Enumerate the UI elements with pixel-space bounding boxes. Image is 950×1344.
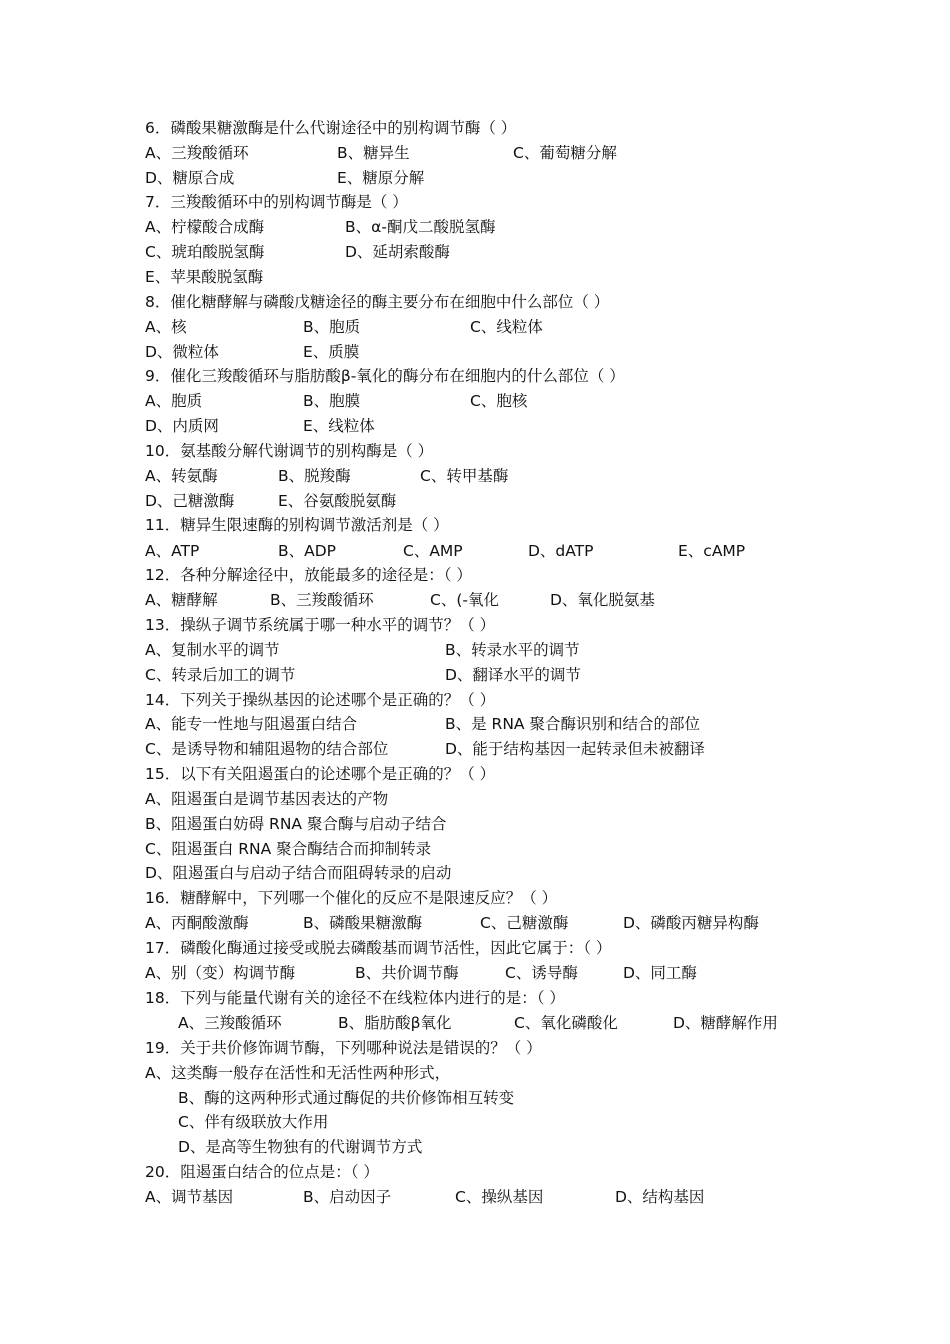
option-a: A、核 (145, 318, 187, 336)
option-b: B、共价调节酶 (355, 964, 459, 982)
option-e: E、线粒体 (303, 417, 375, 435)
option-d: D、微粒体 (145, 343, 219, 361)
option-c: C、转录后加工的调节 (145, 666, 296, 684)
option-c: C、胞核 (470, 392, 528, 410)
option-a: A、糖酵解 (145, 591, 218, 609)
option-c: C、葡萄糖分解 (513, 144, 617, 162)
option-d: D、翻译水平的调节 (445, 666, 581, 684)
option-d: D、己糖激酶 (145, 492, 235, 510)
option-a: A、三羧酸循环 (178, 1014, 282, 1032)
option-d: D、糖酵解作用 (673, 1014, 778, 1032)
option-c: C、转甲基酶 (420, 467, 509, 485)
option-c: C、是诱导物和辅阻遏物的结合部位 (145, 740, 389, 758)
option-a: A、别（变）构调节酶 (145, 964, 296, 982)
option-b: B、α-酮戊二酸脱氢酶 (345, 218, 496, 236)
option-c: C、诱导酶 (505, 964, 578, 982)
option-b: B、脱羧酶 (278, 467, 351, 485)
option-a: A、调节基因 (145, 1188, 234, 1206)
option-a: A、丙酮酸激酶 (145, 914, 249, 932)
option-d: D、dATP (528, 542, 594, 560)
option-c: C、线粒体 (470, 318, 543, 336)
option-e: E、质膜 (303, 343, 360, 361)
option-c: C、氧化磷酸化 (514, 1014, 618, 1032)
option-d: D、同工酶 (623, 964, 697, 982)
option-c: C、己糖激酶 (480, 914, 569, 932)
option-d: D、磷酸丙糖异构酶 (623, 914, 759, 932)
option-c: C、AMP (403, 542, 463, 560)
option-a: A、柠檬酸合成酶 (145, 218, 265, 236)
option-d: D、糖原合成 (145, 169, 235, 187)
option-d: D、氧化脱氨基 (550, 591, 655, 609)
option-a: A、复制水平的调节 (145, 641, 280, 659)
option-e: E、cAMP (678, 542, 746, 560)
option-b: B、磷酸果糖激酶 (303, 914, 423, 932)
option-a: A、ATP (145, 542, 200, 560)
option-e: E、苹果酸脱氢酶 (145, 268, 264, 286)
document-page: 6．磷酸果糖激酶是什么代谢途径中的别构调节酶（ ） A、三羧酸循环 B、糖异生 C、葡萄糖分解 D、糖原合成 E、糖原分解 7．三羧酸循环中的别构调节酶是（ ） A、柠檬酸合成酶 B、α-酮戊二酸脱氢酶 C、琥珀酸脱氢酶 D、延胡索酸酶 E、苹果酸脱氢酶 8．催化糖酵解与磷酸戊糖途径的酶主要分布在细胞中什么部位（ ） A、核 B、胞质 C、线粒体 D、微粒体 E、质膜 9．催化三羧酸循环与脂肪酸β-氧化的酶分布在细胞内的什么部位（ ） A、胞质 B、胞膜 C、胞核 D、内质网 E、线粒体 10．氨基酸分解代谢调节的别构酶是（ ） A、转氨酶 B、脱羧酶 C、转甲基酶 D、己糖激酶 E、谷氨酸脱氨酶 11．糖异生限速酶的别构调节激活剂是（ ） A、ATP B、ADP C、AMP D、dATP E、cAMP 12．各种分解途径中，放能最多的途径是：（ ） A、糖酵解 B、三羧酸循环 C、(-氧化 D、氧化脱氨基 13．操纵子调节系统属于哪一种水平的调节？（ ） A、复制水平的调节 B、转录水平的调节 C、转录后加工的调节 D、翻译水平的调节 14．下列关于操纵基因的论述哪个是正确的？（ ） A、能专一性地与阻遏蛋白结合 B、是 RNA 聚合酶识别和结合的部位 C、是诱导物和辅阻遏物的结合部位 D、能于结构基因一起转录但未被翻译 15．以下有关阻遏蛋白的论述哪个是正确的？（ ） A、阻遏蛋白是调节基因表达的产物 B、阻遏蛋白妨碍 RNA 聚合酶与启动子结合 C、阻遏蛋白 RNA 聚合酶结合而抑制转录 D、阻遏蛋白与启动子结合而阻碍转录的启动 16．糖酵解中，下列哪一个催化的反应不是限速反应？（ ） A、丙酮酸激酶 B、磷酸果糖激酶 C、己糖激酶 D、磷酸丙糖异构酶 17．磷酸化酶通过接受或脱去磷酸基而调节活性，因此它属于：（ ） A、别（变）构调节酶 B、共价调节酶 C、诱导酶 D、同工酶 18．下列与能量代谢有关的途径不在线粒体内进行的是：（ ） A、三羧酸循环 B、脂肪酸β氧化 C、氧化磷酸化 D、糖酵解作用 19．关于共价修饰调节酶，下列哪种说法是错误的？（ ） A、这类酶一般存在活性和无活性两种形式， B、酶的这两种形式通过酶促的共价修饰相互转变 C、伴有级联放大作用 D、是高等生物独有的代谢调节方式 20．阻遏蛋白结合的位点是：（ ） A、调节基因 B、启动因子 C、操纵基因 D、结构基因 (0, 0, 950, 1344)
option-a: A、能专一性地与阻遏蛋白结合 (145, 715, 358, 733)
option-d: D、内质网 (145, 417, 219, 435)
option-b: B、胞质 (303, 318, 361, 336)
option-d: D、延胡索酸酶 (345, 243, 450, 261)
option-b: B、脂肪酸β氧化 (338, 1014, 452, 1032)
option-d: D、能于结构基因一起转录但未被翻译 (445, 740, 705, 758)
option-b: B、三羧酸循环 (270, 591, 374, 609)
option-b: B、转录水平的调节 (445, 641, 580, 659)
option-e: E、谷氨酸脱氨酶 (278, 492, 397, 510)
option-b: B、是 RNA 聚合酶识别和结合的部位 (445, 715, 700, 733)
option-e: E、糖原分解 (337, 169, 425, 187)
option-c: C、(-氧化 (430, 591, 499, 609)
option-c: C、琥珀酸脱氢酶 (145, 243, 265, 261)
option-d: D、结构基因 (615, 1188, 705, 1206)
option-a: A、胞质 (145, 392, 203, 410)
option-b: B、ADP (278, 542, 337, 560)
option-b: B、糖异生 (337, 144, 410, 162)
option-a: A、转氨酶 (145, 467, 218, 485)
option-b: B、启动因子 (303, 1188, 392, 1206)
option-b: B、胞膜 (303, 392, 361, 410)
option-a: A、三羧酸循环 (145, 144, 249, 162)
option-c: C、操纵基因 (455, 1188, 544, 1206)
